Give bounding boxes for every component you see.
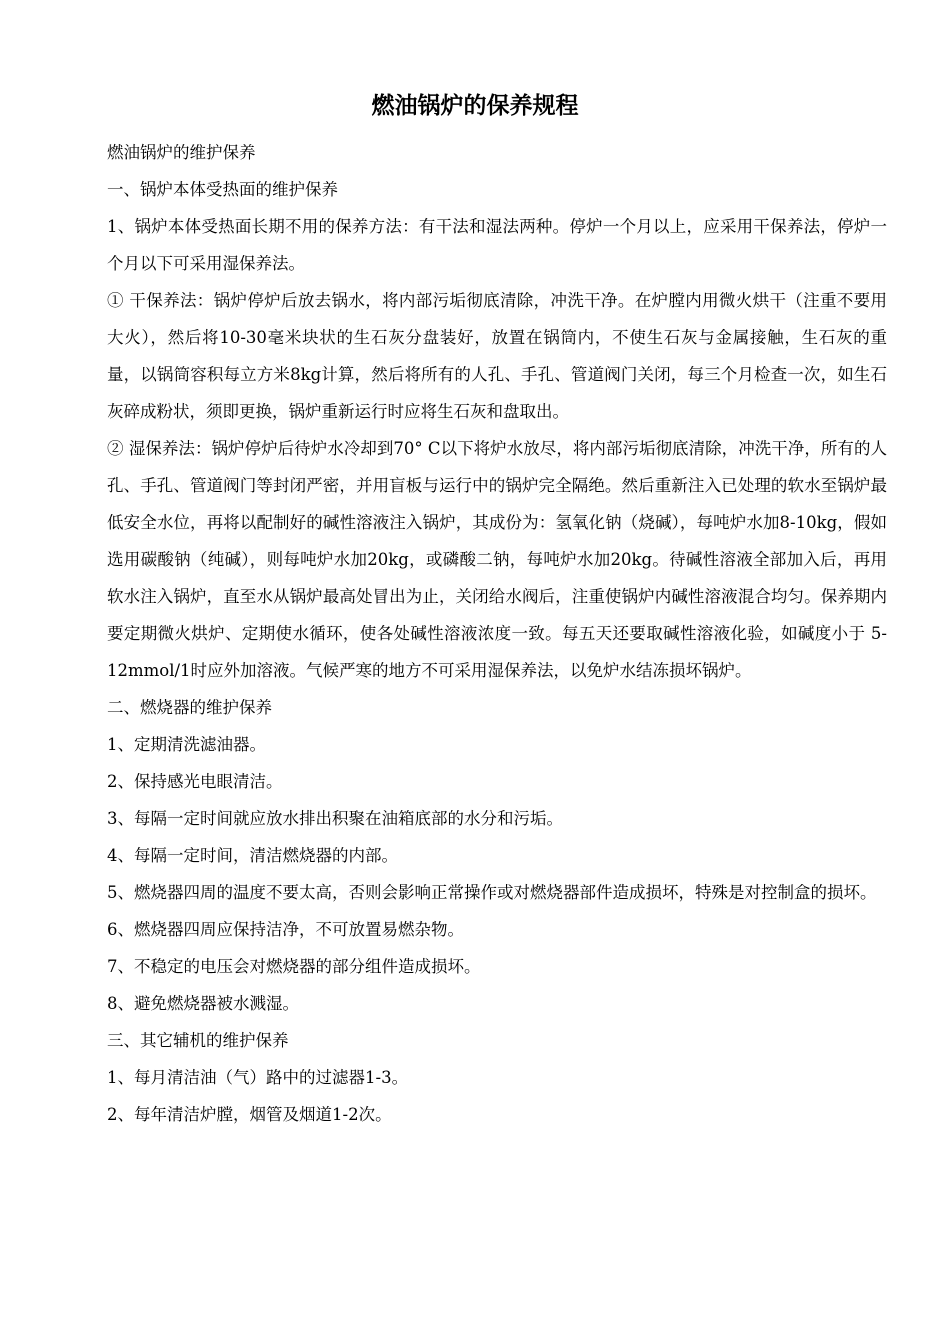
list-item-2-8: 8、避免燃烧器被水溅湿。 xyxy=(107,994,299,1013)
paragraph-wet-method: ② 湿保养法：锅炉停炉后待炉水冷却到70° C以下将炉水放尽，将内部污垢彻底清除，冲洗干净，所有的人孔、手孔、管道阀门等封闭严密，并用盲板与运行中的锅炉完全隔绝。然后重新注入已处理的软水至锅炉最低安全水位，再将以配制好的碱性溶液注入锅炉，其成份为：氢氧化钠（烧碱），每吨炉水加8-10kg，假如选用碳酸钠（纯碱），则每吨炉水加20kg，或磷酸二钠，每吨炉水加20kg。待碱性溶液全部加入后，再用软水注入锅炉，直至水从锅炉最高处冒出为止，关闭给水阀后，注重使锅炉内碱性溶液混合均匀。保养期内要定期微火烘炉、定期使水循环，使各处碱性溶液浓度一致。每五天还要取碱性溶液化验，如碱度小于 5-12mmol/1时应外加溶液。气候严寒的地方不可采用湿保养法，以免炉水结冻损坏锅炉。 xyxy=(107,439,887,680)
paragraph-1-1: 1、锅炉本体受热面长期不用的保养方法：有干法和湿法两种。停炉一个月以上，应采用干保养法，停炉一个月以下可采用湿保养法。 xyxy=(107,217,887,273)
paragraph-dry-method: ① 干保养法：锅炉停炉后放去锅水，将内部污垢彻底清除，冲洗干净。在炉膛内用微火烘干（注重不要用大火），然后将10-30毫米块状的生石灰分盘装好，放置在锅筒内，不使生石灰与金属接触，生石灰的重量，以锅筒容积每立方米8kg计算，然后将所有的人孔、手孔、管道阀门关闭，每三个月检查一次，如生石灰碎成粉状，须即更换，锅炉重新运行时应将生石灰和盘取出。 xyxy=(107,291,887,421)
list-item-2-6: 6、燃烧器四周应保持洁净，不可放置易燃杂物。 xyxy=(107,920,464,939)
section-heading-3: 三、其它辅机的维护保养 xyxy=(107,1031,289,1050)
list-item-2-5: 5、燃烧器四周的温度不要太高，否则会影响正常操作或对燃烧器部件造成损坏，特殊是对控制盒的损坏。 xyxy=(107,883,877,902)
list-item-3-1: 1、每月清洁油（气）路中的过滤器1-3。 xyxy=(107,1068,409,1087)
section-heading-1: 一、锅炉本体受热面的维护保养 xyxy=(107,180,338,199)
section-intro: 燃油锅炉的维护保养 xyxy=(107,143,256,162)
list-item-2-3: 3、每隔一定时间就应放水排出积聚在油箱底部的水分和污垢。 xyxy=(107,809,563,828)
list-item-3-2: 2、每年清洁炉膛，烟管及烟道1-2次。 xyxy=(107,1105,392,1124)
list-item-2-2: 2、保持感光电眼清洁。 xyxy=(107,772,283,791)
section-heading-2: 二、燃烧器的维护保养 xyxy=(107,698,272,717)
list-item-2-4: 4、每隔一定时间，清洁燃烧器的内部。 xyxy=(107,846,398,865)
document-body xyxy=(107,134,887,1133)
list-item-2-7: 7、不稳定的电压会对燃烧器的部分组件造成损坏。 xyxy=(107,957,481,976)
document-title: 燃油锅炉的保养规程 xyxy=(371,93,579,119)
list-item-2-1: 1、定期清洗滤油器。 xyxy=(107,735,266,754)
